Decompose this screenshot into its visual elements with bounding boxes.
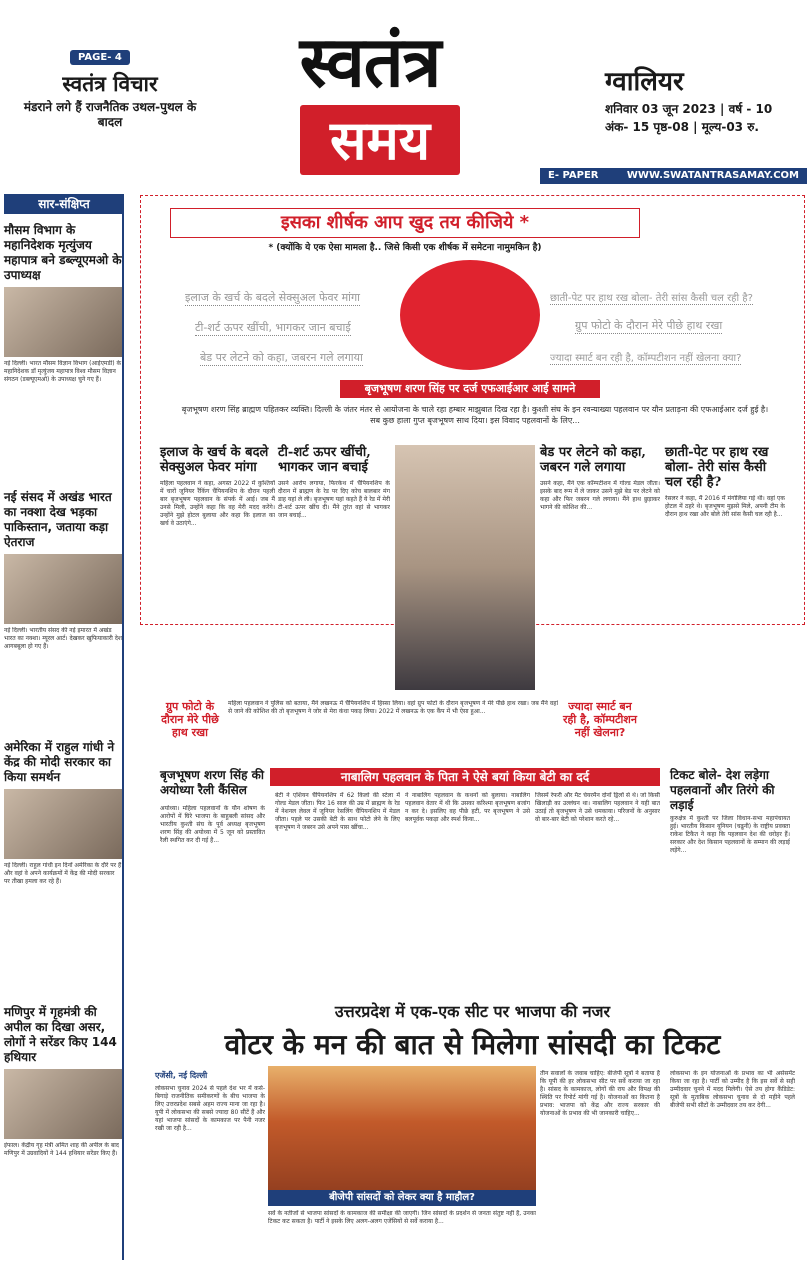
dateline: शनिवार 03 जून 2023 | वर्ष - 10 अंक- 15 पृष्ठ-08 | मूल्य-03 रु. <box>605 102 773 134</box>
issue: अंक- 15 पृष्ठ-08 <box>605 120 689 134</box>
brief-title: मणिपुर में गृहमंत्री की अपील का दिखा असर, लोगों ने सरेंडर किए 144 हथियार <box>4 1005 117 1064</box>
section-teaser: मंडराने लगे हैं राजनैतिक उथल-पुथल के बादल <box>23 100 197 129</box>
edition-city: ग्वालियर <box>605 67 684 97</box>
hero-title: इसका शीर्षक आप खुद तय कीजिये * <box>170 208 640 238</box>
main-headline: वोटर के मन की बात से मिलेगा सांसदी का टिकट <box>224 1028 721 1061</box>
epaper-bar <box>540 168 807 184</box>
brief-item <box>4 1005 122 1202</box>
photo-caption: बीजेपी सांसदों को लेकर क्या है माहौल? <box>268 1190 536 1206</box>
page-number-badge: PAGE- 4 <box>70 50 130 65</box>
pull-quote: ग्रुप फोटो के दौरान मेरे पीछे हाथ रखा <box>161 700 219 739</box>
brief-photo <box>4 789 122 859</box>
brief-title: मौसम विभाग के महानिदेशक मृत्युंजय महापात्र बने डब्ल्यूएमओ के उपाध्यक्ष <box>4 223 122 282</box>
article-title: बृजभूषण शरण सिंह की अयोध्या रैली कैंसिल <box>160 768 264 797</box>
slogan: बेड पर लेटने को कहा, जबरन गले लगाया <box>200 351 363 364</box>
article-text: ने नाबालिग पहलवान के कथनों को बुलाया। नाबालिग पहलवान वेतार में थी कि उसका करिश्मा बृजभूषण बजांग न कर दे। इसलिए वह पीछे हटी, पर बृजभूषण ने उसे बलपूर्वक पकड़ा और स्पर्श किया... <box>405 792 530 823</box>
brief-photo <box>4 554 122 624</box>
brief-item <box>4 740 122 922</box>
slogan: ग्रुप फोटो के दौरान मेरे पीछे हाथ रखा <box>575 319 723 332</box>
article-text: बेटी ने एशियन चैंपियनशिप में 62 किलो की स्टेला में गोल्ड मेडल जीता। फिर 16 साल की उम्र में ब्राह्मण के रेड में नेशनल लेवल में जूनियर रेसलिंग चैंपियनशिप में मेडल जीता। पहले पर उसकी बेटी के साथ फोटो लेने के लिए बृजभूषण ने जबरन उसे अपने पास खींचा... <box>275 792 400 831</box>
epaper-label: E- PAPER <box>548 170 599 181</box>
byline: एजेंसी, नई दिल्ली <box>155 1071 208 1080</box>
slogan: टी-शर्ट ऊपर खींची, भागकर जान बचाई <box>195 321 351 334</box>
slogan: ज्यादा स्मार्ट बन रही है, कॉम्पटीशन नहीं खेलना क्या? <box>550 350 741 365</box>
brief-text: नई दिल्ली। भारतीय संसद की नई इमारत में अखंड भारत का नक्शा। म्यूरल आर्ट। देखकर खुफियाकारी देश आगबबूला हो गए हैं। <box>4 627 122 650</box>
volume: वर्ष - 10 <box>728 102 773 116</box>
slogan: इलाज के खर्च के बदले सेक्सुअल फेवर मांगा <box>185 291 361 304</box>
brief-item <box>4 490 122 687</box>
brief-photo <box>4 287 122 357</box>
rally-crowd-photo <box>268 1066 536 1206</box>
article-text: तीन सवालों के जवाब चाहिए: बीजेपी सूत्रों ने बताया है कि यूपी की हर लोकसभा सीट पर सर्वे कराया जा रहा है। सांसद के कामकाज, लोगों की राय और विपक्ष की स्थिति पर रिपोर्ट मांगी गई है। योजनाओं का कितना है प्रभाव: भाजपा को केंद्र और राज्य सरकार की योजनाओं के प्रभाव की भी जानकारी चाहिए... <box>540 1070 660 1117</box>
article-text: महिला पहलवान ने पुलिस को बताया, मैंने लखनऊ में चैंपियनशिप में हिस्सा लिया। वहां ग्रुप फोटो के दौरान बृजभूषण ने मेरे पीछे हाथ रखा। जब मैंने वहां से जाने की कोशिश की तो बृजभूषण ने जोर से मेरा कंधा पकड़ लिया। 2022 में लखनऊ के एक कैंप में भी ऐसा हुआ... <box>228 700 558 715</box>
logo-bottom-text: समय <box>300 105 460 175</box>
date: शनिवार 03 जून 2023 <box>605 102 716 116</box>
article-text: कुरुक्षेत्र में कुश्ती पर जिला विधान-सभा महापंचायत हुई। भारतीय किसान यूनियन (चढूनी) के राष्ट्रीय प्रवक्ता राकेश टिकैत ने कहा कि पहलवान देश की धरोहर हैं। सरकार और देश किसान पहलवानों के सम्मान की लड़ाई लड़ेंगे... <box>670 815 790 854</box>
masthead <box>0 0 807 190</box>
brief-text: इंफाल। केंद्रीय गृह मंत्री अमित शाह की अपील के बाद मणिपुर में उग्रवादियों ने 144 हथियार सरेंडर किए हैं। <box>4 1142 119 1157</box>
article-text: अयोध्या। महिला पहलवानों के यौन शोषण के आरोपों में घिरे भाजपा के बाहुबली सांसद और भारतीय कुश्ती संघ के पूर्व अध्यक्ष बृजभूषण शरण सिंह की अयोध्या में 5 जून को प्रस्तावित रैली स्थगित कर दी गई है... <box>160 805 265 844</box>
article-title: इलाज के खर्च के बदले सेक्सुअल फेवर मांगा <box>160 445 269 475</box>
brief-text: नई दिल्ली। राहुल गांधी इन दिनों अमेरिका के दौरे पर हैं और वहां वे अपने कार्यक्रमों में केंद्र की मोदी सरकार पर तीखा हमला कर रहे हैं। <box>4 862 122 885</box>
brief-text: नई दिल्ली। भारत मौसम विज्ञान विभाग (आईएमडी) के महानिदेशक डॉ मृत्युंजय महापात्र विश्व मौसम विज्ञान संगठन (डब्ल्यूएमओ) के उपाध्यक्ष चुने गए हैं। <box>4 360 122 383</box>
sidebar <box>4 195 124 1260</box>
minor-wrestler-banner: नाबालिग पहलवान के पिता ने ऐसे बयां किया बेटी का दर्द <box>270 768 660 786</box>
sidebar-header: सार-संक्षिप्त <box>4 194 124 214</box>
article-title: बेड पर लेटने को कहा, जबरन गले लगाया <box>540 445 646 475</box>
section-headline: उत्तरप्रदेश में एक-एक सीट पर भाजपा की नजर <box>334 1002 611 1021</box>
article-text: उसने कहा, मैंने एक कॉम्पटीशन में गोल्ड मेडल जीता। इसके बाद रूम में ले जाकर उसने मुझे बेड पर लेटने को कहा और फिर जबरन गले लगाया। मैंने हाथ छुड़ाकर भागने की कोशिश की... <box>540 480 660 511</box>
article-title: टी-शर्ट ऊपर खींची, भागकर जान बचाई <box>278 445 371 475</box>
pull-quote: ज्यादा स्मार्ट बन रही है, कॉम्पटीशन नहीं खेलना? <box>563 700 637 739</box>
article-text: जिसमें रेफरी और मैट चेयरमैन दोनों ड्रिलों से थे। जो किसी खिलाड़ी का उल्लंघन था। नाबालिग पहलवान ने यही बात उठाई तो बृजभूषण ने उसे धमकाया। परिजनों के अनुसार वो बार-बार बेटी को परेशान करते रहे... <box>535 792 660 823</box>
protest-logo-icon <box>400 260 540 370</box>
price: मूल्य-03 रु. <box>701 120 759 134</box>
brief-item <box>4 223 122 420</box>
hero-intro: बृजभूषण शरण सिंह ब्राह्मण पहितकर व्यक्ति। दिल्ली के जंतर मंतर से आयोजना के चाले रहा हम्बार माझुबात दिख रहा है। कुश्ती संघ के इन रवन्याख्या पहलवान पर यौन प्रताड़ना की एफआईआर दर्ज हुई है। सब कुछ हाला गुप्त बृजभूषण साथ दिया। इस विवाद पहलवानों के लिए... <box>181 405 769 425</box>
article-text: लोकसभा के इन योजनाओं के प्रभाव का भी असेसमेंट किया जा रहा है। पार्टी को उम्मीद है कि इस सर्वे से सही उम्मीदवार चुनने में मदद मिलेगी। ऐसे तय होगा कैंडिडेट: सूत्रों के मुताबिक लोकसभा चुनाव से दो महीने पहले बीजेपी सभी सीटों के उम्मीदवार तय कर देगी... <box>670 1070 795 1109</box>
brief-title: नई संसद में अखंड भारत का नक्शा देख भड़का पाकिस्तान, जताया कड़ा ऐतराज <box>4 490 112 549</box>
slogan: छाती-पेट पर हाथ रख बोला- तेरी सांस कैसी चल रही है? <box>550 290 753 305</box>
logo-top-text: स्वतंत्र <box>299 20 441 103</box>
article-text: महिला पहलवान ने कहा, अगस्त 2022 में कुश्तियों में चारों जूनियर रैंकिंग चैंपियनशिप के दौरान पहली बार बृजभूषण पहलवान के संपर्क में आई। जब मैं उनसे मिली, उन्होंने कहा कि वह मेरी मदद करेंगे। उन्होंने मुझे होटल बुलाया और कहा कि इलाज का खर्च वे उठाएंगे... <box>160 480 275 527</box>
article-title: टिकट बोले- देश लड़ेगा पहलवानों और तिरंगे की लड़ाई <box>670 768 775 812</box>
brief-title: अमेरिका में राहुल गांधी ने केंद्र की मोदी सरकार का किया समर्थन <box>4 740 115 784</box>
epaper-url-link[interactable]: WWW.SWATANTRASAMAY.COM <box>626 170 799 181</box>
article-text: सर्वे के नतीजों से भाजपा सांसदों के कामकाज की समीक्षा की जाएगी। जिन सांसदों के प्रदर्शन से जनता संतुष्ट नहीं है, उनका टिकट कट सकता है। पार्टी ने इसके लिए अलग-अलग एजेंसियों से सर्वे कराया है... <box>268 1210 536 1225</box>
hero-subtitle: * (क्योंकि ये एक ऐसा मामला है.. जिसे किसी एक शीर्षक में समेटना नामुमकिन है) <box>268 243 542 253</box>
brief-photo <box>4 1069 122 1139</box>
article-text: रेसलर ने कहा, मैं 2016 में मंगोलिया गई थी। वहां एक होटल में ठहरे थे। बृजभूषण मुझसे मिले, अपनी टीम के दौरान हाथ रखा और बोले तेरी सांस कैसी चल रही है... <box>665 495 785 518</box>
article-title: छाती-पेट पर हाथ रख बोला- तेरी सांस कैसी चल रही है? <box>665 445 769 490</box>
section-title: स्वतंत्र विचार <box>62 71 158 96</box>
brijbhushan-photo <box>395 445 535 690</box>
article-text: उसने आरोप लगाया, फिरकेथ में चैंपियनशिप के दौरान में ब्राह्मण के रेड पर दिए कोच बालबार मंग डाह यहां ले ली। बृजभूषण यहां कहते हैं ये रेड में मेरी टी-शर्ट ऊपर खींच दी। मैंने तुरंत वहां से भागकर जान बचाई... <box>278 480 390 519</box>
article-text: लोकसभा चुनाव 2024 से पहले देश भर में कसे-बिगाड़े राजनीतिक समीकरणों के बीच भाजपा के लिए उत्तरप्रदेश सबसे अहम राज्य माना जा रहा है। यूपी में लोकसभा की सबसे ज्यादा 80 सीटें हैं और यहां भाजपा सांसदों के कामकाज पर पैनी नजर रखी जा रही है... <box>155 1085 265 1132</box>
fir-banner: बृजभूषण शरण सिंह पर दर्ज एफआईआर आई सामने <box>340 380 600 398</box>
